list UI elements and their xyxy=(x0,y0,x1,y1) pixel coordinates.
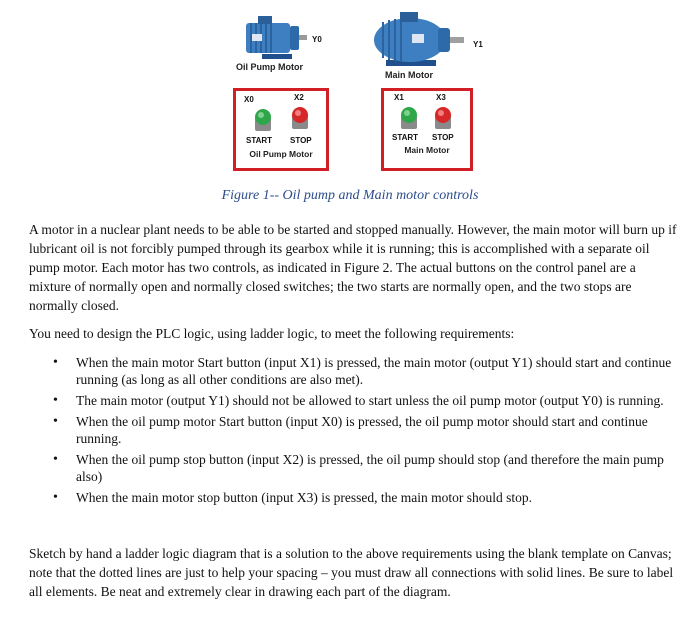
oil-start-button-icon[interactable] xyxy=(252,106,274,132)
main-panel-caption: Main Motor xyxy=(404,145,450,155)
main-motor-icon xyxy=(370,8,470,70)
oil-stop-input-tag: X2 xyxy=(294,93,304,102)
main-stop-input-tag: X3 xyxy=(436,93,446,102)
oil-stop-button-icon[interactable] xyxy=(289,104,311,130)
list-item: • When the oil pump stop button (input X2) is pressed, the oil pump should stop (and therefore the main pump also) xyxy=(29,451,679,485)
requirements-intro: You need to design the PLC logic, using ladder logic, to meet the following requirements: xyxy=(29,326,515,341)
main-motor-control-panel xyxy=(381,88,473,171)
figure-caption: Figure 1-- Oil pump and Main motor controls xyxy=(221,188,479,203)
main-stop-label: STOP xyxy=(432,133,454,142)
list-item: • The main motor (output Y1) should not be allowed to start unless the oil pump motor (output Y0) is running. xyxy=(29,392,679,409)
main-start-button-icon[interactable] xyxy=(398,104,420,130)
main-motor-output-tag: Y1 xyxy=(473,40,483,49)
intro-paragraph: A motor in a nuclear plant needs to be able to be started and stopped manually. However, the main motor will burn up if lubricant oil is not forcibly pumped through its gearbox while it is running; this is accomplished with a separate oil pump motor. Each motor has two controls, as indicated in Figure 2. The actual buttons on the control panel are a mixture of normally open and normally closed switches; the two starts are normally open, and the two stops are normally closed. xyxy=(29,222,677,313)
main-stop-button-icon[interactable] xyxy=(432,104,454,130)
oil-motor-output-tag: Y0 xyxy=(312,35,322,44)
oil-stop-label: STOP xyxy=(290,136,312,145)
list-item: • When the main motor stop button (input X3) is pressed, the main motor should stop. xyxy=(29,489,679,506)
main-motor-label: Main Motor xyxy=(385,70,433,80)
oil-motor-label: Oil Pump Motor xyxy=(236,62,303,72)
oil-pump-control-panel xyxy=(233,88,329,171)
list-item: • When the oil pump motor Start button (input X0) is pressed, the oil pump motor should start and continue running. xyxy=(29,413,679,447)
sketch-instructions: Sketch by hand a ladder logic diagram that is a solution to the above requirements using the blank template on Canvas; note that the dotted lines are just to help your spacing – you must draw all connections with solid lines. Be sure to label all elements. Be neat and extremely clear in drawing each part of the diagram. xyxy=(29,546,674,599)
requirements-list xyxy=(29,354,679,510)
main-start-input-tag: X1 xyxy=(394,93,404,102)
oil-start-label: START xyxy=(246,136,273,145)
main-start-label: START xyxy=(392,133,419,142)
oil-pump-motor-icon xyxy=(240,10,310,62)
list-item: • When the main motor Start button (input X1) is pressed, the main motor (output Y1) should start and continue running (as long as all other conditions are also met). xyxy=(29,354,679,388)
oil-panel-caption: Oil Pump Motor xyxy=(249,149,313,159)
oil-start-input-tag: X0 xyxy=(244,95,254,104)
